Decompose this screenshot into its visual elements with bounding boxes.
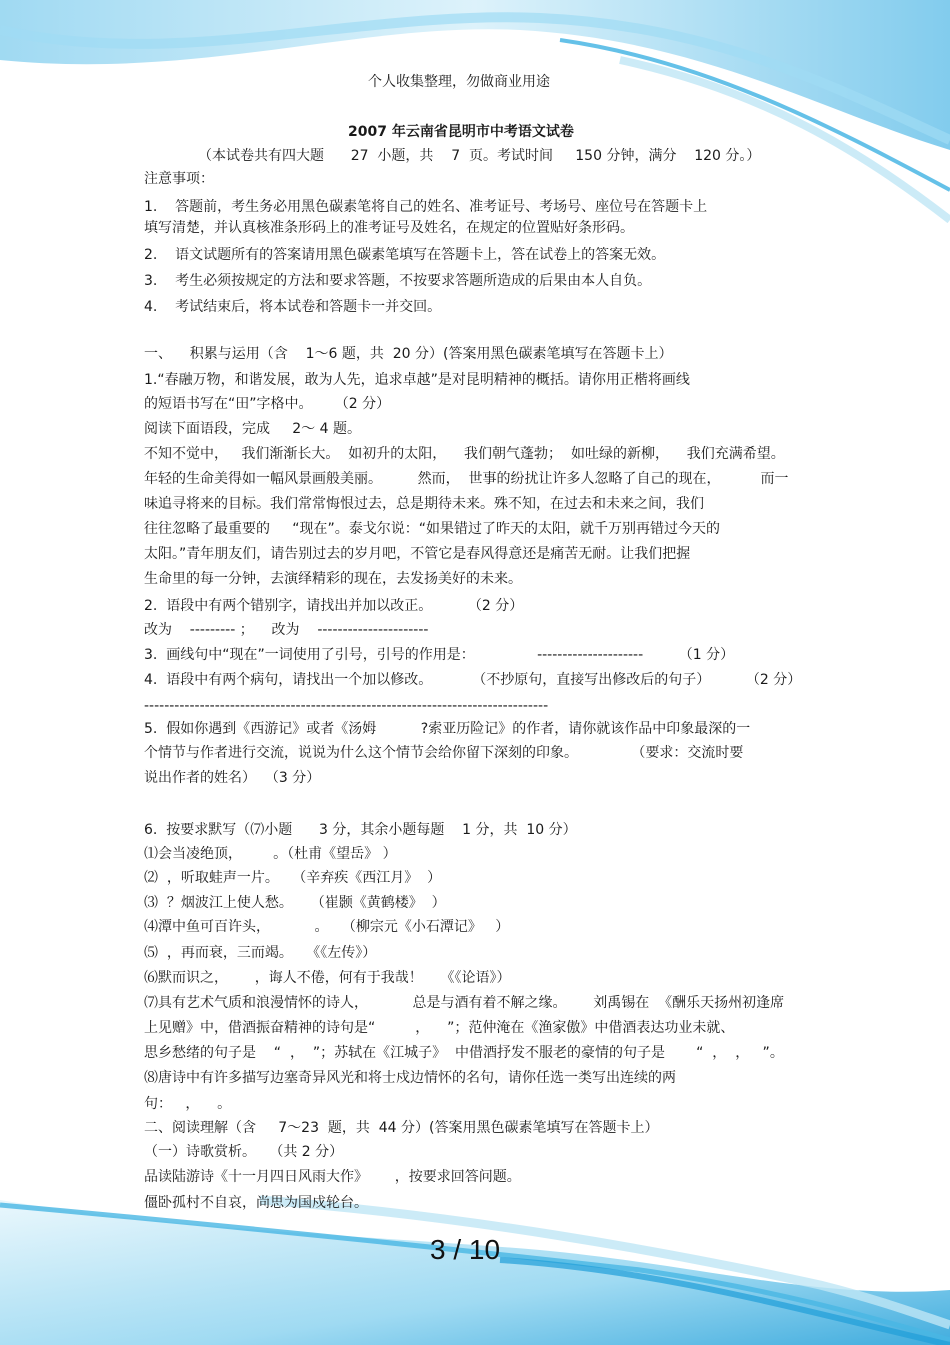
passage-line-4: 往往忽略了最重要的 “现在”。泰戈尔说：“如果错过了昨天的太阳，就千万别再错过今天的 (144, 521, 721, 537)
reading-instruction: 阅读下面语段，完成 2～ 4 题。 (144, 421, 361, 437)
poem-instruction: 品读陆游诗《十一月四日风雨大作》 ，按要求回答问题。 (144, 1169, 521, 1185)
question-2: 2. 语段中有两个错别字，请找出并加以改正。 （2 分） (144, 598, 524, 614)
notice-item-1: 1. 答题前，考生务必用黑色碳素笔将自己的姓名、准考证号、考场号、座位号在答题卡上 (144, 199, 708, 215)
question-4: 4. 语段中有两个病句，请找出一个加以修改。 （不抄原句，直接写出修改后的句子） （2 分） (144, 672, 802, 688)
question-2-answer: 改为 --------- ； 改为 ---------------------- (144, 622, 429, 638)
passage-line-5: 太阳。”青年朋友们，请告别过去的岁月吧，不管它是春风得意还是痛苦无耐。让我们把握 (144, 546, 691, 562)
question-6-7: ⑺具有艺术气质和浪漫情怀的诗人， 总是与酒有着不解之缘。 刘禹锡在 《酬乐天扬州初逢席 (144, 995, 785, 1011)
question-5: 5. 假如你遇到《西游记》或者《汤姆 ?索亚历险记》的作者，请你就该作品中印象最深的一 (144, 721, 751, 737)
notice-heading: 注意事项： (144, 171, 214, 187)
question-1-cont: 的短语书写在“田”字格中。 （2 分） (144, 396, 391, 412)
section-1-heading: 一、 积累与运用（含 1～6 题，共 20 分）(答案用黑色碳素笔填写在答题卡上） (144, 346, 673, 362)
passage-line-1: 不知不觉中， 我们渐渐长大。 如初升的太阳， 我们朝气蓬勃； 如吐绿的新柳， 我们充满希望。 (144, 446, 785, 462)
question-6-5: ⑸ ，再而衰，三而竭。 《《左传》） (144, 945, 377, 961)
answer-line: -------------------------------------------------------------------------------- (144, 698, 549, 714)
notice-item-1-cont: 填写清楚，并认真核准条形码上的准考证号及姓名，在规定的位置贴好条形码。 (144, 220, 634, 236)
question-6-2: ⑵ ，听取蛙声一片。 （辛弃疾《西江月》 ） (144, 870, 442, 886)
exam-title: 2007 年云南省昆明市中考语文试卷 (348, 124, 574, 140)
page-number: 3 / 10 (429, 1234, 501, 1265)
section-2-heading: 二、阅读理解（含 7～23 题，共 44 分）(答案用黑色碳素笔填写在答题卡上） (144, 1120, 659, 1136)
question-6-1: ⑴会当凌绝顶， 。（杜甫《望岳》 ） (144, 846, 397, 862)
question-6-6: ⑹默而识之， ，诲人不倦，何有于我哉！ 《《论语》） (144, 970, 511, 986)
question-6-7-cont-2: 思乡愁绪的句子是 “ ， ”；苏轼在《江城子》 中借酒抒发不服老的豪情的句子是 “ ， ， ”。 (144, 1045, 784, 1061)
question-6-7-cont: 上见赠》中，借酒振奋精神的诗句是“ ， ”；范仲淹在《渔家傲》中借酒表达功业未就、 (144, 1020, 735, 1036)
notice-item-4: 4. 考试结束后，将本试卷和答题卡一并交回。 (144, 299, 442, 315)
question-5-cont-2: 说出作者的姓名） （3 分） (144, 770, 321, 786)
question-6: 6. 按要求默写（⑺小题 3 分，其余小题每题 1 分，共 10 分） (144, 822, 577, 838)
question-3: 3. 画线句中“现在”一词使用了引号，引号的作用是： --------------------- （1 分） (144, 647, 735, 663)
question-5-cont: 个情节与作者进行交流，说说为什么这个情节会给你留下深刻的印象。 （要求：交流时要 (144, 745, 744, 761)
passage-line-2: 年轻的生命美得如一幅风景画般美丽。 然而， 世事的纷扰让许多人忽略了自己的现在， 而一 (144, 471, 789, 487)
question-6-4: ⑷潭中鱼可百许头， 。 （柳宗元《小石潭记》 ） (144, 919, 510, 935)
watermark-note: 个人收集整理，勿做商业用途 (368, 74, 550, 90)
question-6-8: ⑻唐诗中有许多描写边塞奇异风光和将士戍边情怀的名句，请你任选一类写出连续的两 (144, 1070, 676, 1086)
notice-item-3: 3. 考生必须按规定的方法和要求答题，不按要求答题所造成的后果由本人自负。 (144, 273, 652, 289)
question-1: 1.“春融万物，和谐发展，敢为人先，追求卓越”是对昆明精神的概括。请你用正楷将画线 (144, 372, 690, 388)
passage-line-6: 生命里的每一分钟，去演绎精彩的现在，去发扬美好的未来。 (144, 571, 522, 587)
question-6-3: ⑶ ？烟波江上使人愁。 （崔颢《黄鹤楼》 ） (144, 895, 446, 911)
subsection-poetry: （一）诗歌赏析。 （共 2 分） (144, 1144, 344, 1160)
poem-line-1: 僵卧孤村不自哀，尚思为国戍轮台。 (144, 1195, 368, 1211)
exam-info: （本试卷共有四大题 27 小题，共 7 页。考试时间 150 分钟，满分 120 分。） (198, 148, 761, 164)
question-6-8-cont: 句： ， 。 (144, 1096, 232, 1112)
passage-line-3: 味追寻将来的目标。我们常常悔恨过去，总是期待未来。殊不知，在过去和未来之间，我们 (144, 496, 704, 512)
notice-item-2: 2. 语文试题所有的答案请用黑色碳素笔填写在答题卡上，答在试卷上的答案无效。 (144, 247, 666, 263)
